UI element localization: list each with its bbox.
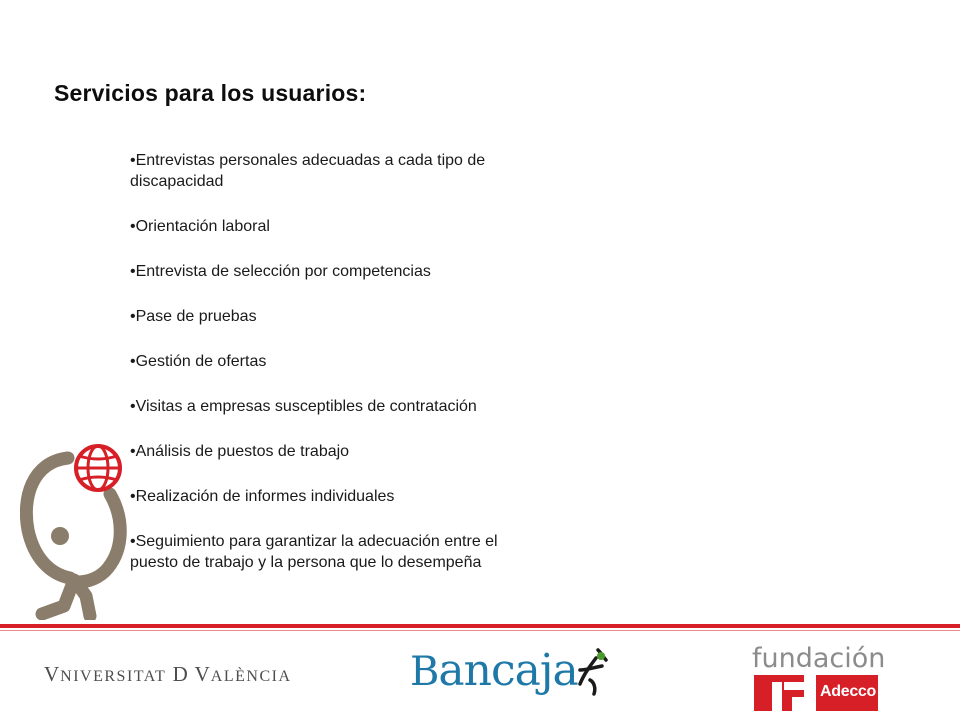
service-list: [130, 150, 550, 597]
figure-holding-globe-logo: [20, 436, 140, 620]
list-item: •Visitas a empresas susceptibles de contratación: [130, 398, 477, 415]
list-item: •Gestión de ofertas: [130, 353, 267, 370]
list-item: •Orientación laboral: [130, 218, 270, 235]
list-item: •Entrevista de selección por competencias: [130, 263, 431, 280]
adecco-label: Adecco: [820, 683, 876, 700]
bancaja-logo: Bancaja: [410, 645, 578, 696]
universitat-valencia-logo: VNIVERSITAT D VALÈNCIA: [44, 662, 292, 686]
list-item: •Seguimiento para garantizar la adecuación entre el puesto de trabajo y la persona que lo desempeña: [130, 533, 498, 571]
list-item: •Análisis de puestos de trabajo: [130, 443, 350, 460]
fundacion-logo-text: fundación: [752, 643, 886, 674]
footer-divider: [0, 630, 960, 631]
list-item: •Entrevistas personales adecuadas a cada tipo de discapacidad: [130, 152, 486, 190]
footer-accent-bar: [0, 624, 960, 628]
globe-icon: [76, 446, 120, 490]
list-item: •Realización de informes individuales: [130, 488, 395, 505]
figure-head-icon: [51, 527, 69, 545]
list-item: •Pase de pruebas: [130, 308, 257, 325]
slide-title: Servicios para los usuarios:: [54, 80, 367, 106]
